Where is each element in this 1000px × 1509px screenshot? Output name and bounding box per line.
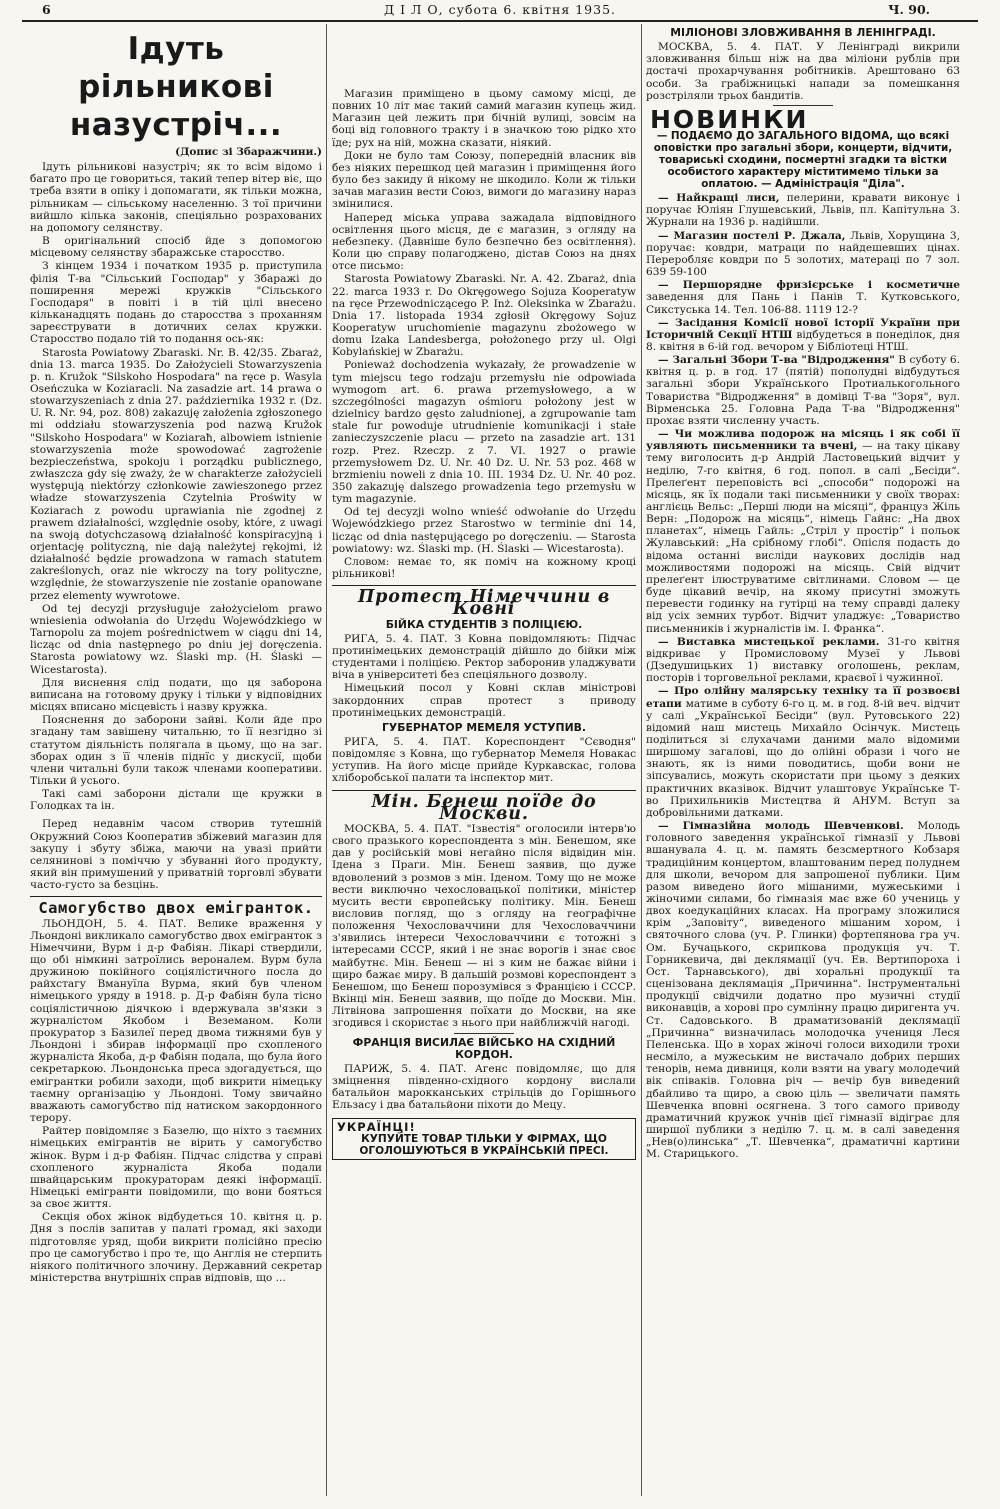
article-paragraph: Магазин приміщено в цьому самому місці, де повних 10 літ має такий самий магазин купець жид. Магазин цей лежить при бічній вулиці, зовсім на боці від головного тракту і в значкою тою рідко хто їде; рух на ній, можна сказати, ніякий. (332, 88, 636, 149)
news-item: — Магазин постелі Р. Джала, Львів, Хорущина 3, поручає: ковдри, матраци по найдешевших цінах. Переробляє ковдри по 5 золотих, матераці по 7 зол. 639 59-100 (646, 229, 960, 279)
article-paragraph: Райтер повідомляє з Базелю, що ніхто з таємних німецьких емігрантів не вірить у самогубство жінок. Вурм і д-р Фабіян. Підчас слідства у справі схопленого журналіста Якоба подали швайцарським прокураторам деякі інформації. Німецькі емігранти повідомили, що вони бояться за своє життя. (30, 1125, 322, 1211)
article-subheadline: ГУБЕРНАТОР МЕМЕЛЯ УСТУПИВ. (382, 720, 586, 734)
article-paragraph: В оригінальний спосіб йде з допомогою місцевому селянству збаражське старосство. (30, 235, 322, 260)
administration-notice: — ПОДАЄМО ДО ЗАГАЛЬНОГО ВІДОМА, що всякі оповістки про загальні збори, концерти, відчити, товариські сходини, посмертні згадки та вістки особистого характеру міститимемо тільки за оплатою. — Адміністрація "Діла". (653, 130, 953, 191)
article-headline: Самогубство двох емігранток. (38, 899, 314, 918)
article-paragraph: Німецький посол у Ковні склав міністрові закордонних справ протест з приводу протинімецьких демонстрацій. (332, 682, 636, 719)
article-paragraph: МОСКВА, 5. 4. ПАТ. У Ленінграді викрили зловживання більш ніж на два міліони рублів при достачі прохарчування робітників. Арештовано 63 особи. За грабіжницькі напади за помешкання розстріляли трьох бандитів. (646, 41, 960, 102)
article-paragraph: РИГА, 5. 4. ПАТ. З Ковна повідомляють: Підчас протинімецьких демонстрацій дійшло до бійки між студентами і поліцією. Ректор заборонив уладжувати віча в університеті без спеціяльного дозволу. (332, 632, 636, 682)
article-paragraph: З кінцем 1934 і початком 1935 р. приступила філія Т-ва "Сільський Господар" у Збаражі до поширення мережі кружків "Сільського Господаря" в повіті і в тій цілі внесено кільканадцять подань до старосства з проханням зареєструвати в дотичних селах кружки. Старосство подало тій то подання ось-як: (30, 260, 322, 346)
ad-title: УКРАЇНЦІ! (337, 1119, 416, 1134)
article-paragraph: ЛЬОНДОН, 5. 4. ПАТ. Велике враження у Льондоні викликало самогубство двох емігранток з Німеччини, Вурм і д-р Фабіян. Лікарі ствердили, що обі німкині затроїлись вероналем. Вурм була дружиною покійного соціялістичного посла до райхстагу Вмануїла Вурма, який був членом німецького уряду в 1918. р. Д-р Фабіян була тісно соціялістичною діячкою і вдержувала зв'язки з журналістом Якобом і Веземаном. Коли прокуратор з Базилеї перед двома тижнями був у Льондоні і збирав інформації про схопленого журналіста Якоба, д-р Фабіян подала, що була його секретаркою. Льондонська преса здогадується, що емігрантки робили заходи, щоб викрити німецьку таємну організацію у Льондоні. Тому звичайно вважають самогубство під натиском закордонного терору. (30, 917, 322, 1125)
news-item: — Першорядне фризієрське і косметичне заведення для Пань і Панів Т. Кутковського, Сикстуська 14. Тел. 106-88. 1119 12-? (646, 279, 960, 316)
article-paragraph: Пояснення до заборони зайві. Коли йде про згадану там завішену читальню, то її незгідно зі статутом діяльність полягала в цьому, що на заг. зборах один з її членів піднїс у дискусії, щоби члени читальні були також членами кооперативи. Тільки й усього. (30, 714, 322, 787)
article-paragraph: Starosta Powiatowy Zbaraski. Nr. B. 42/35. Zbaraż, dnia 13. marca 1935. Do Założycieli Stowarzyszenia p. n. Kružok "Silskoho Hospodara" na ręce p. Wasyla Oseńczuka w Koziaracli. Na zasadzie art. 14 prawa o stowarzyszeniach z dnia 27. października 1932 r. (Dz. U. R. Nr. 94, poz. 808) zakazuję założenia zgłoszonego mi oddziału stowarzyszenia pod nazwą Kružok "Silskoho Hospodara" w Koziaraħ, albowiem istnienie stowarzyszenia może spowodować zagrożenie bezpieczeństwa, spokoju i porządku publicznego, zwłaszcza gdy się zważy, że w charakterze założycieli występują niektórzy członkowie zawieszonego przez władze stowarzyszenia Czytelnia Proświty w Koziarach z powodu uprawiania nie zgodnej z prawem działalności, względnie osoby, które, z uwagi na swoją dotychczasową działalność konspiracyjną i orjentację polityczną, nie dają należytej rękojmi, iż działalność będzie prowadzona w ramach statutem zakreślonych, oraz nie wkroczy na tory polityczne, względnie, że stowarzyszenie nie zostanie opanowane przez elementy wywrotowe. (30, 346, 322, 602)
article-subheadline: БІЙКА СТУДЕНТІВ З ПОЛІЦІЄЮ. (385, 617, 583, 631)
article-paragraph: Od tej decyzji wolno wnieść odwołanie do Urzędu Wojewódzkiego przez Starostwo w terminie dni 14, licząc od dnia następującego po doręczeniu. — Starosta powiatowy: wz. Ślaski mp. (H. Ślaski — Wicestarosta). (332, 506, 636, 555)
article-paragraph: Starosta Powiatowy Zbaraski. Nr. A. 42. Zbaraż, dnia 22. marca 1933 r. Do Okręgowego Sojuza Kooperatyw na ręce Przewodniczącego P. Inż. Oleksinka w Zbarażu. Dnia 17. listopada 1934 zgłosił Okręgowy Sojuz Kooperatyw uruchomienie magazynu zbożowego w domu Izaka Landesberga, położonego przy ul. Olgi Kobylańskiej w Zbarażu. (332, 273, 636, 359)
masthead-title: Д І Л О, субота 6. квітня 1935. (383, 2, 617, 17)
advertisement-box (332, 1118, 636, 1160)
byline: (Допис зі Збаражчини.) (175, 146, 322, 158)
news-item: — Гімназійна молодь Шевченкові. Молодь головного заведення української гімназії у Львові вшанувала 4. ц. м. память безсмертного Кобзаря традиційним концертом, влаштованим перед полуднем для школи, вечором для запрошеної публики. Цим разом виведено його мішаними, мужеськими і жіночими силами, бо гімназія має вже 60 учениць у двох коедукаційних класах. На програму зложилися крім „Заповіту“, виведеного мішаним хором, і святочного слова (уч. Р. Глинки) фортепянова гра уч. Ом. Бучацького, скрипкова продукція уч. Т. Горникевича, дві деклямації (уч. Ев. Вертипороха і Ост. Тарнавського), дві хоральні продукції та сценізована деклямація „Причинна“. Інструментальні продукції свідчили додатно про музичні студії виконавців, а хорові про сумлінну працю диригента уч. Ст. Садовського. В драматизованій деклямації „Причинна“ визначилась молодочка учениця Леся Пеленська. Що в хорах жіночі голоси виходили трохи несміло, а мужеським не вистачало добрих перших тенорів, нема дивниця, коли взяти на увагу молодечий вік співаків. Головна річ — вечір був виведений дбайливо та щиро, а свою ціль — звеличати память Шевченка вповні осягнена. З того самого приводу драматичний кружок учнів цієї гімназії відіграє для ширшої публики з неділю 7. ц. м. в салі заведення „Нев(о)линська“ „Т. Шевченка“, драматичні картини М. Старицького. (646, 820, 960, 1161)
ad-body: КУПУЙТЕ ТОВАР ТІЛЬКИ У ФІРМАХ, ЩО ОГОЛОШУЮТЬСЯ В УКРАЇНСЬКІЙ ПРЕСІ. (359, 1132, 609, 1157)
main-headline: Ідуть рільникові назустріч... (69, 31, 283, 143)
column-divider (641, 24, 642, 1496)
section-divider (30, 896, 322, 897)
article-paragraph: Для виснення слід подати, що ця заборона виписана на готовому друку і тільки у відповідних місцях вписано місцевість і назву кружка. (30, 676, 322, 714)
article-paragraph: Секція обох жінок відбудеться 10. квітня ц. р. Дня з послів запитав у палаті громад, які заходи підготовляє уряд, щоби викрити полісійно пресію про це самогубство і про те, що Англія не стерпить ніякого політичного злочину. Державний секретар міністерства внутрішніх справ відповів, що ... (30, 1211, 322, 1285)
column-1 (30, 24, 322, 1496)
article-paragraph: РИГА, 5. 4. ПАТ. Кореспондент "Сєводня" повідомляє з Ковна, що губернатор Мемеля Новакас уступив. На його місце прийде Куркавскас, голова хліборобської палати та інспектор мит. (332, 735, 636, 785)
article-subheadline: МІЛІОНОВІ ЗЛОВЖИВАННЯ В ЛЕНІНГРАДІ. (670, 26, 936, 39)
article-paragraph: Перед недавнім часом створив тутешній Окружний Союз Кооператив збіжевий магазин для закупу і збуту збіжа, маючи на увазі прийти селянинові з поміччю у збуванні його продукту, який він примушений у приватній торговлі збувати часто-густо за безцінь. (30, 818, 322, 892)
article-paragraph: Такі самі заборони дістали ще кружки в Голодках та ін. (30, 788, 322, 813)
article-paragraph: Od tej decyzji przysługuje założycielom prawo wniesienia odwołania do Urzędu Wojewódzkiego w Tarnopolu za mojem pośrednictwem w ciągu dni 14, licząc od dnia następnego po dniu jej doręczenia. Starosta powiatowy wz. Ślaski mp. (H. Ślaski — Wicestarosta). (30, 602, 322, 676)
article-headline: Мін. Бенеш поїде до Москви. (371, 791, 597, 824)
article-paragraph: Доки не було там Союзу, попередній власник вів без ніяких перешкод цей магазин і приміщення його було без закиду й нікому не шкодило. Коли ж тільки зачав магазин вести Союз, вимоги до магазину нараз змінилися. (332, 149, 636, 211)
news-item: — Чи можлива подорож на місяць і як собі її уявляють письменники та вчені, — на таку цікаву тему виголосить д-р Андрій Ластовецький відчит у неділю, 7-го квітня, 6 год. попол. в салі „Бесіди“. Прелеґент переповість всі „способи“ подорожі на місяць, як їх подали такі письменники у своїх творах: англієць Вельс: „Перші люди на місяці“, француз Жіль Верн: „Подорож на місяць“, німець Гайнс: „На двох планетах“, німець Гайль: „Стріл у простір“ і польок Жулавський: „На срібному глобі“. Опісля подасть до відома останні висліди наукових дослідів над можливостями подорожі на місяць. Свій відчит прелеґент ілюструватиме світлинами. Словом — це буде цікавий вечір, на якому присутні зможуть перевести годинку на гутірці на тему справді далеку від усіх земних турбот. Відчит уладжує: „Товариство письменників і журналістів ім. І. Франка“. (646, 428, 960, 635)
article-headline: Протест Німеччини в Ковні (357, 587, 611, 620)
news-item: — Про олійну малярську техніку та її розвоєві етапи матиме в суботу 6-го ц. м. в год. 8-ій веч. відчит у салі „Української Бесіди“ (вул. Рутовського 22) відомий наш мистець Михайло Осінчук. Мистець поділиться зі слухачами даними мало відомими ширшому загалові, що до олійні образи і чого не знають, як із ними поводитись, щоби вони не зіпсувались, можуть скористати при цьому з деяких практичних вказівок. Відчит улаштовує Українське Т-во Прихильників Мистецтва й АНУМ. Вступ за добровільними датками. (646, 685, 960, 819)
news-item: — Загальні Збори Т-ва "Відродження" В суботу 6. квітня ц. р. в год. 17 (пятій) пополудні відбудуться загальні збори Українського Протиалькогольного Товариства "Відродження" в домівці Т-ва "Зоря", вул. Вірменська 25. Головна Рада Т-ва "Відродження" прохає взяти численну участь. (646, 354, 960, 427)
article-subheadline: ФРАНЦІЯ ВИСИЛАЄ ВІЙСЬКО НА СХІДНИЙ КОРДОН. (352, 1035, 616, 1061)
column-divider (326, 24, 327, 1496)
article-paragraph: МОСКВА, 5. 4. ПАТ. "Ізвестія" оголосили інтерв'ю свого празького кореспондента з мін. Бенешом, яке дав у російській мові негайно після відвідин мін. Ідена з Праги. Мін. Бенеш заявив, що дуже вдоволений з розмов з мін. Іденом. Тому що не може вести виключно чехословацької політики, міністер мусить вести європейську політику. Мін. Бенеш висловив погляд, що з огляду на географічне положення Чехословаччини для Чехословаччини з'явились інтереси Чехословаччини є тотожні з інтересами СССР, який і не знає ворогів і знає своє майбутнє. Мін. Бенеш — ні з ким не бажає війни і щиро бажає миру. В дальшій розмові кореспондент з Бенешом, що Бенеш порозумівся з Францією і СССР. Вкінці мін. Бенеш заявив, що поїде до Москви. Мін. Літвінова запрошення поїхати до Москви, на яке згодився і скористає з нього при найближчій нагоді. (332, 822, 636, 1030)
section-divider (332, 585, 636, 586)
issue-number: Ч. 90. (888, 2, 930, 17)
article-paragraph: Наперед міська управа зажадала відповідного освітлення цього місця, де є магазин, з огляду на небезпеку. (Давніше було безпечно без освітлення). Коли цю справу полагоджено, дістав Союз на днях отсе письмо: (332, 211, 636, 273)
article-paragraph: Ponieważ dochodzenia wykazały, że prowadzenie w tym miejscu tego rodzaju przemysłu nie odpowiada wymogom art. 6. prawa przemysłowego, a w szczególności magazyn ośmioru położony jest w dzielnicy bardzo gęsto zaludnionej, a zgrupowanie tam stale fur powoduje utrudnienie komunikacji i stałe zanieczyszczenie placu — przeto na zasadzie art. 131 rozp. Prez. Rzeczp. z 7. VI. 1927 o prawie przemysłowem Dz. U. Nr. 40 Dz. U. Nr. 53 poz. 468 w brzmieniu noweli z dnia 10. III. 1934 Dz. U. Nr. 40 poz. 350 zakazuję dalszego prowadzenia tego przemysłu w tym magazynie. (332, 359, 636, 506)
column-3 (646, 24, 960, 1496)
masthead (22, 0, 978, 22)
section-title: НОВИНКИ (650, 104, 809, 134)
news-item: — Засідання Комісії нової історії України при Історичній Секції НТШ відбудеться в понеділок, дня 8. квітня в 6-ій год. вечором у Бібліотеці НТШ. (646, 316, 960, 353)
section-divider (332, 790, 636, 791)
news-item: — Найкращі лиси, пелерини, кравати виконує і поручає Юліян Глушевський, Львів, пл. Капітульна 3. Журнали на 1936 р. надійшли. (646, 192, 960, 229)
article-paragraph: ПАРИЖ, 5. 4. ПАТ. Агенс повідомляє, що для зміцнення південно-східного кордону вислали батальйон марокканських стрільців до Горішнього Ельзасу і два батальйони піхоти до Мецу. (332, 1062, 636, 1112)
short-divider (454, 1033, 514, 1034)
article-paragraph: Словом: немає то, як поміч на кожному кроці рільникові! (332, 555, 636, 581)
news-item: — Виставка мистецької реклами. 31-го квітня відкриває у Промисловому Музеї у Львові (Дзедушицьких 1) виставку оголошень, реклам, посторів і торговельної реклами, краєвої і чужинної. (646, 635, 960, 685)
page-number: 6 (42, 2, 51, 17)
column-2 (332, 24, 636, 1496)
article-paragraph: Ідуть рільникові назустріч; як то всім відомо і багато про це говориться, такий тепер вітер віє, що треба взяти в опіку і допомагати, як тільки можна, рільникам — сільському населенню. З тої причини вийшло кілька законів, спеціяльно розрахованих на допомогу селянству. (30, 161, 322, 234)
